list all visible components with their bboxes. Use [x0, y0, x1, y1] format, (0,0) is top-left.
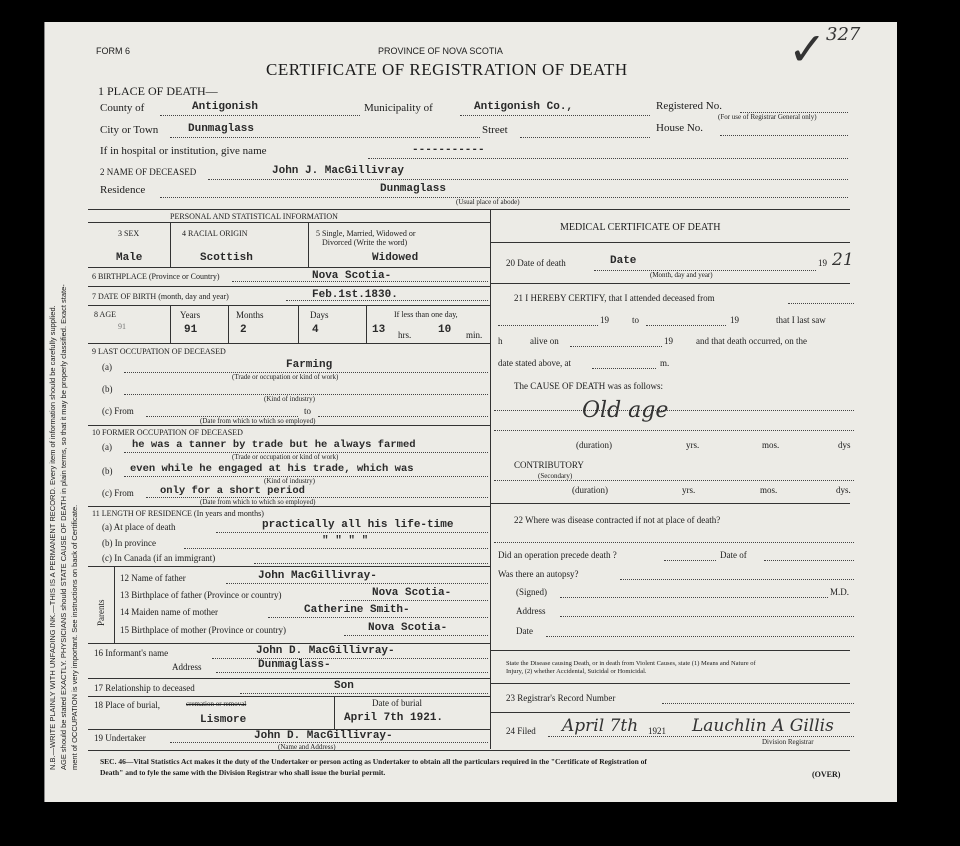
- years-value: 91: [184, 324, 198, 336]
- burial-struck-text: cremation or removal: [186, 700, 247, 708]
- file-number: 327: [826, 24, 861, 45]
- cause-label: The CAUSE OF DEATH was as follows:: [514, 381, 663, 391]
- certify-m: m.: [660, 358, 670, 368]
- certify-death-occurred: and that death occurred, on the: [696, 336, 807, 346]
- age-note: 91: [118, 322, 126, 331]
- father-label: 12 Name of father: [120, 573, 186, 583]
- last-occupation-label: 9 LAST OCCUPATION OF DECEASED: [92, 347, 226, 356]
- residence-value: Dunmaglass: [380, 183, 447, 195]
- days-label: Days: [310, 310, 329, 320]
- dys-2: dys.: [836, 485, 851, 495]
- informant-value: John D. MacGillivray-: [256, 645, 395, 657]
- informant-address-value: Dunmaglass-: [258, 659, 331, 671]
- municipality-label: Municipality of: [364, 102, 433, 114]
- city-value: Dunmaglass: [188, 123, 255, 135]
- side-note-2: AGE should be stated EXACTLY. PHYSICIANS should STATE CAUSE OF DEATH in plain terms, so that it may be properly classified. Exact state-: [59, 284, 68, 770]
- medical-heading: MEDICAL CERTIFICATE OF DEATH: [560, 222, 721, 233]
- division-registrar-label: Division Registrar: [762, 738, 814, 746]
- occ-c-from: (c) From: [102, 406, 134, 416]
- undertaker-label: 19 Undertaker: [94, 733, 146, 743]
- former-b-note: (Kind of industry): [264, 477, 315, 485]
- yrs-1: yrs.: [686, 440, 700, 450]
- name-label: 2 NAME OF DECEASED: [100, 167, 197, 177]
- footer-line-2: Death" and to fyle the same with the Division Registrar who shall issue the burial permit.: [100, 768, 386, 777]
- birthplace-label: 6 BIRTHPLACE (Province or Country): [92, 272, 220, 281]
- contracted-label: 22 Where was disease contracted if not at place of death?: [514, 515, 721, 525]
- certify-date-stated: date stated above, at: [498, 358, 571, 368]
- burial-date-value: April 7th 1921.: [344, 712, 444, 724]
- res-b-value: " " " ": [322, 535, 369, 547]
- racial-value: Scottish: [200, 252, 253, 264]
- certify-19b: 19: [730, 315, 739, 325]
- months-value: 2: [240, 324, 247, 336]
- occ-b-label: (b): [102, 384, 113, 394]
- relationship-value: Son: [334, 680, 354, 692]
- cause-value: Old age: [582, 398, 669, 423]
- mos-1: mos.: [762, 440, 780, 450]
- occ-b-note: (Kind of industry): [264, 395, 315, 403]
- personal-heading: PERSONAL AND STATISTICAL INFORMATION: [170, 212, 338, 221]
- parents-side-label: Parents: [96, 599, 106, 626]
- occ-a-note: (Trade or occupation or kind of work): [232, 373, 339, 381]
- filed-date-hand: April 7th: [562, 716, 639, 736]
- side-instructions: [46, 70, 88, 770]
- registered-label: Registered No.: [656, 100, 722, 112]
- certify-text: 21 I HEREBY CERTIFY, that I attended deceased from: [514, 293, 715, 303]
- informant-address-label: Address: [172, 662, 202, 672]
- burial-date-label: Date of burial: [372, 698, 422, 708]
- place-of-death-heading: 1 PLACE OF DEATH—: [98, 84, 218, 98]
- mos-2: mos.: [760, 485, 778, 495]
- certify-to: to: [632, 315, 640, 325]
- death-year-hand: 21: [832, 250, 854, 270]
- filed-label: 24 Filed: [506, 726, 536, 736]
- form-number: FORM 6: [96, 46, 131, 56]
- former-a-value: he was a tanner by trade but he always farmed: [132, 439, 416, 451]
- hospital-label: If in hospital or institution, give name: [100, 145, 267, 157]
- occ-a-value: Farming: [286, 359, 333, 371]
- former-c-value: only for a short period: [160, 485, 305, 497]
- less-than-day-label: If less than one day,: [394, 310, 458, 319]
- days-value: 4: [312, 324, 319, 336]
- res-b-label: (b) In province: [102, 538, 156, 548]
- minutes-value: 10: [438, 324, 452, 336]
- former-b-label: (b): [102, 466, 113, 476]
- burial-place-value: Lismore: [200, 714, 247, 726]
- occ-c-to: to: [304, 406, 312, 416]
- med-address-label: Address: [516, 606, 546, 616]
- undertaker-note: (Name and Address): [278, 743, 336, 751]
- res-c-label: (c) In Canada (if an immigrant): [102, 553, 216, 563]
- father-birth-label: 13 Birthplace of father (Province or country): [120, 590, 282, 600]
- registrar-signature: Lauchlin A Gillis: [692, 716, 834, 736]
- hours-label: hrs.: [398, 330, 412, 340]
- deceased-name: John J. MacGillivray: [272, 165, 405, 177]
- contributory-label: CONTRIBUTORY: [514, 460, 584, 470]
- side-note-1: N.B.—WRITE PLAINLY WITH UNFADING INK.—THIS IS A PERMANENT RECORD. Every item of information should be carefully supplied.: [48, 305, 57, 770]
- death-date-value: Date: [610, 255, 637, 267]
- duration-2: (duration): [572, 485, 608, 495]
- dys-1: dys: [838, 440, 851, 450]
- mother-birth-label: 15 Birthplace of mother (Province or country): [120, 625, 286, 635]
- secondary-label: (Secondary): [538, 472, 573, 480]
- certify-19c: 19: [664, 336, 673, 346]
- over-label: (OVER): [812, 770, 841, 779]
- father-birth-value: Nova Scotia-: [372, 587, 452, 599]
- former-occupation-label: 10 FORMER OCCUPATION OF DECEASED: [92, 428, 243, 437]
- residence-note: (Usual place of abode): [456, 198, 520, 206]
- certify-alive-on: alive on: [530, 336, 559, 346]
- marital-label-1: 5 Single, Married, Widowed or: [316, 229, 416, 238]
- occ-a-label: (a): [102, 362, 112, 372]
- check-mark-icon: ✓: [788, 22, 827, 76]
- certify-19a: 19: [600, 315, 609, 325]
- mother-birth-value: Nova Scotia-: [368, 622, 448, 634]
- mother-label: 14 Maiden name of mother: [120, 607, 218, 617]
- undertaker-value: John D. MacGillivray-: [254, 730, 393, 742]
- operation-date-label: Date of: [720, 550, 747, 560]
- filed-year: 1921: [648, 726, 666, 736]
- dob-value: Feb.1st.1830.: [312, 289, 398, 301]
- informant-label: 16 Informant's name: [94, 648, 169, 658]
- registered-note: (For use of Registrar General only): [718, 113, 817, 121]
- medical-note-1: State the Disease causing Death, or in death from Violent Causes, state (1) Means and Nature of: [506, 660, 756, 667]
- birthplace-value: Nova Scotia-: [312, 270, 392, 282]
- province-title: PROVINCE OF NOVA SCOTIA: [378, 46, 503, 56]
- sex-label: 3 SEX: [118, 229, 140, 238]
- death-date-note: (Month, day and year): [650, 271, 713, 279]
- former-a-note: (Trade or occupation or kind of work): [232, 453, 339, 461]
- residence-length-label: 11 LENGTH OF RESIDENCE (In years and months): [92, 509, 264, 518]
- marital-value: Widowed: [372, 252, 419, 264]
- signed-label: (Signed): [516, 587, 547, 597]
- racial-label: 4 RACIAL ORIGIN: [182, 229, 248, 238]
- sex-value: Male: [116, 252, 143, 264]
- dob-label: 7 DATE OF BIRTH (month, day and year): [92, 292, 229, 301]
- certify-last-saw: that I last saw: [776, 315, 826, 325]
- autopsy-label: Was there an autopsy?: [498, 569, 579, 579]
- res-a-label: (a) At place of death: [102, 522, 176, 532]
- duration-1: (duration): [576, 440, 612, 450]
- side-note-3: ment of OCCUPATION is very important. See instructions on back of Certificate.: [70, 504, 79, 770]
- house-label: House No.: [656, 122, 704, 134]
- county-value: Antigonish: [192, 101, 259, 113]
- mother-value: Catherine Smith-: [304, 604, 410, 616]
- certify-h: h: [498, 336, 503, 346]
- hospital-value: -----------: [412, 144, 485, 156]
- footer-line-1: SEC. 46—Vital Statistics Act makes it the duty of the Undertaker or person acting as Undertaker to obtain all the particulars required in the "Certificate of Registration of: [100, 757, 647, 766]
- municipality-value: Antigonish Co.,: [474, 101, 574, 113]
- death-date-label: 20 Date of death: [506, 258, 566, 268]
- former-b-value: even while he engaged at his trade, which was: [130, 463, 414, 475]
- former-c-note: (Date from which to which so employed): [200, 498, 316, 506]
- county-label: County of: [100, 102, 145, 114]
- med-date-label: Date: [516, 626, 533, 636]
- age-label: 8 AGE: [94, 310, 116, 319]
- record-number-label: 23 Registrar's Record Number: [506, 693, 616, 703]
- relationship-label: 17 Relationship to deceased: [94, 683, 195, 693]
- hours-value: 13: [372, 324, 386, 336]
- yrs-2: yrs.: [682, 485, 696, 495]
- residence-label: Residence: [100, 184, 146, 196]
- md-label: M.D.: [830, 587, 850, 597]
- page-title: CERTIFICATE OF REGISTRATION OF DEATH: [266, 60, 628, 79]
- occ-c-note: (Date from which to which so employed): [200, 417, 316, 425]
- months-label: Months: [236, 310, 264, 320]
- street-label: Street: [482, 124, 508, 136]
- father-value: John MacGillivray-: [258, 570, 377, 582]
- death-year-prefix: 19: [818, 258, 827, 268]
- marital-label-2: Divorced (Write the word): [322, 238, 408, 247]
- operation-label: Did an operation precede death ?: [498, 550, 617, 560]
- city-label: City or Town: [100, 124, 159, 136]
- years-label: Years: [180, 310, 201, 320]
- minutes-label: min.: [466, 330, 483, 340]
- res-a-value: practically all his life-time: [262, 519, 454, 531]
- medical-note-2: Injury, (2) whether Accidental, Suicidal or Homicidal.: [506, 668, 647, 675]
- burial-place-label: 18 Place of burial,: [94, 700, 160, 710]
- former-a-label: (a): [102, 442, 112, 452]
- former-c-from: (c) From: [102, 488, 134, 498]
